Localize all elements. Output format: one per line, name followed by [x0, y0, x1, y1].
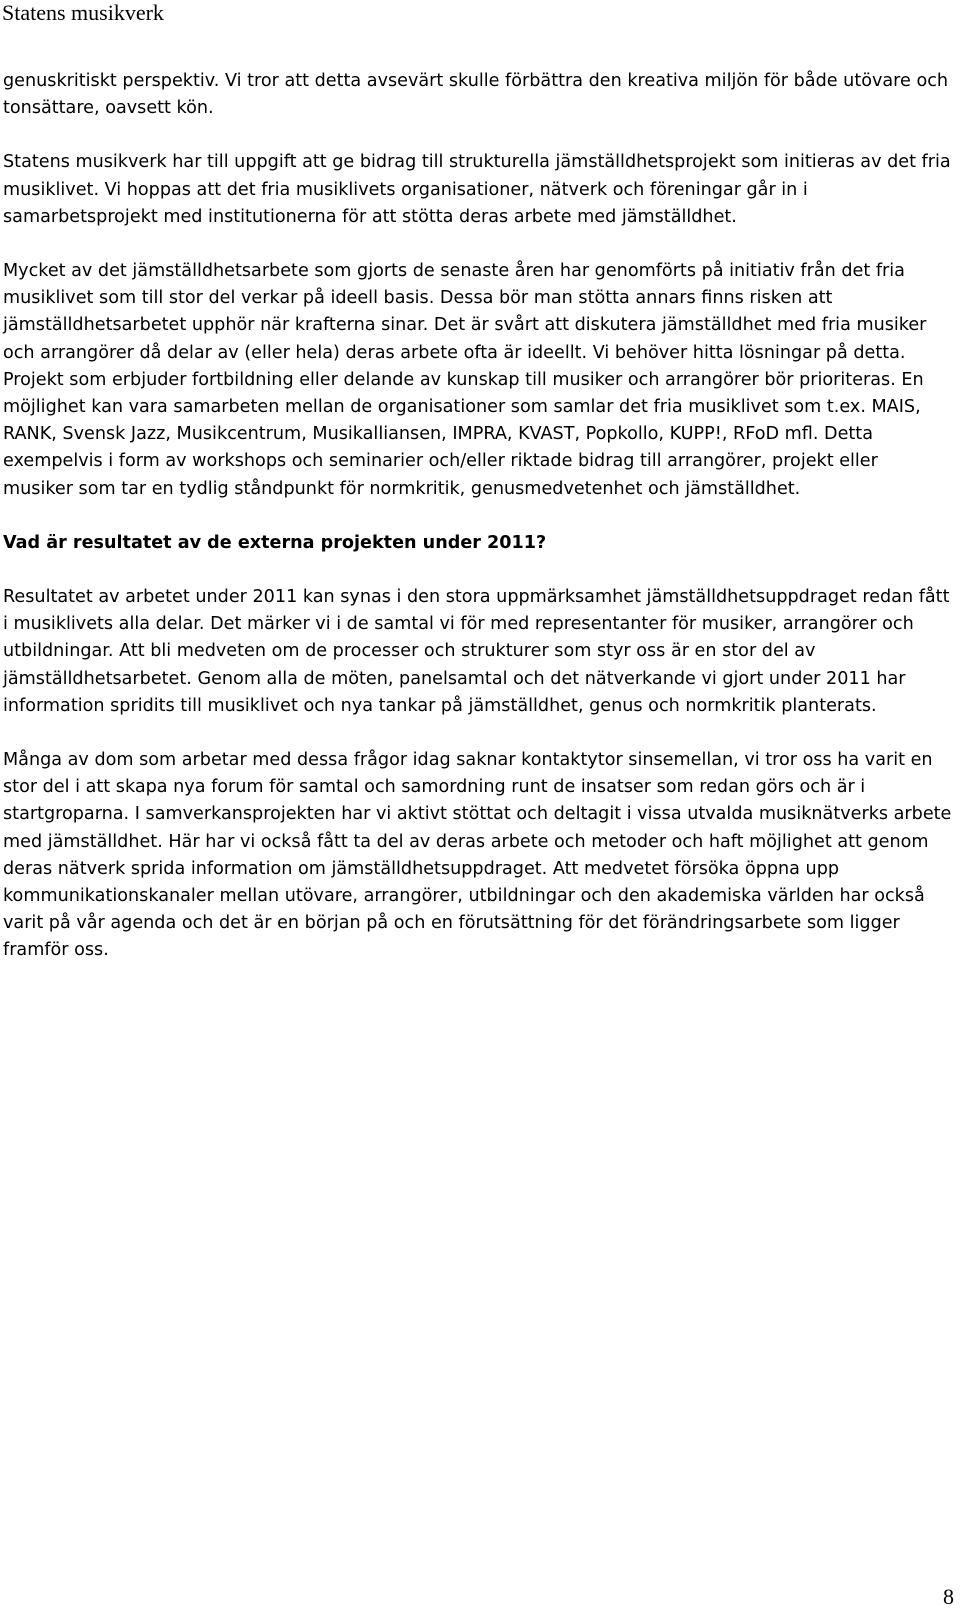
document-body — [3, 68, 953, 965]
paragraph-2: Statens musikverk har till uppgift att ge bidrag till strukturella jämställdhetsprojekt som initieras av det fria musiklivet. Vi hoppas att det fria musiklivets organisationer, nätverk och föreningar går in i samarbetsprojekt med institutionerna för att stötta deras arbete med jämställdhet. — [3, 152, 951, 227]
page-number: 8 — [943, 1584, 954, 1609]
paragraph-1: genuskritiskt perspektiv. Vi tror att detta avsevärt skulle förbättra den kreativa miljön för både utövare och tonsättare, oavsett kön. — [3, 71, 949, 119]
paragraph-3: Mycket av det jämställdhetsarbete som gjorts de senaste åren har genomförts på initiativ från det fria musiklivet som till stor del verkar på ideell basis. Dessa bör man stötta annars finns risken att jämställdhetsarbetet upphör när krafterna sinar. Det är svårt att diskutera jämställdhet med fria musiker och arrangörer då delar av (eller hela) deras arbete ofta är ideellt. Vi behöver hitta lösningar på detta. Projekt som erbjuder fortbildning eller delande av kunskap till musiker och arrangörer bör prioriteras. En möjlighet kan vara samarbeten mellan de organisationer som samlar det fria musiklivet som t.ex. MAIS, RANK, Svensk Jazz, Musikcentrum, Musikalliansen, IMPRA, KVAST, Popkollo, KUPP!, RFoD mfl. Detta exempelvis i form av workshops och seminarier och/eller riktade bidrag till arrangörer, projekt eller musiker som tar en tydlig ståndpunkt för normkritik, genusmedvetenhet och jämställdhet. — [3, 261, 927, 499]
paragraph-4: Resultatet av arbetet under 2011 kan synas i den stora uppmärksamhet jämställdhetsuppdraget redan fått i musiklivets alla delar. Det märker vi i de samtal vi för med representanter för musiker, arrangörer och utbildningar. Att bli medveten om de processer och strukturer som styr oss är en stor del av jämställdhetsarbetet. Genom alla de möten, panelsamtal och det nätverkande vi gjort under 2011 har information spridits till musiklivet och nya tankar på jämställdhet, genus och normkritik planterats. — [3, 587, 950, 716]
paragraph-5: Många av dom som arbetar med dessa frågor idag saknar kontaktytor sinsemellan, vi tror oss ha varit en stor del i att skapa nya forum för samtal och samordning runt de insatser som redan görs och är i startgroparna. I samverkansprojekten har vi aktivt stöttat och deltagit i vissa utvalda musiknätverks arbete med jämställdhet. Här har vi också fått ta del av deras arbete och metoder och haft möjlighet att genom deras nätverk sprida information om jämställdhetsuppdraget. Att medvetet försöka öppna upp kommunikationskanaler mellan utövare, arrangörer, utbildningar och den akademiska världen har också varit på vår agenda och det är en början på och en förutsättning för det förändringsarbete som ligger framför oss. — [3, 750, 952, 961]
section-heading: Vad är resultatet av de externa projekten under 2011? — [3, 532, 547, 553]
running-header: Statens musikverk — [2, 0, 164, 25]
